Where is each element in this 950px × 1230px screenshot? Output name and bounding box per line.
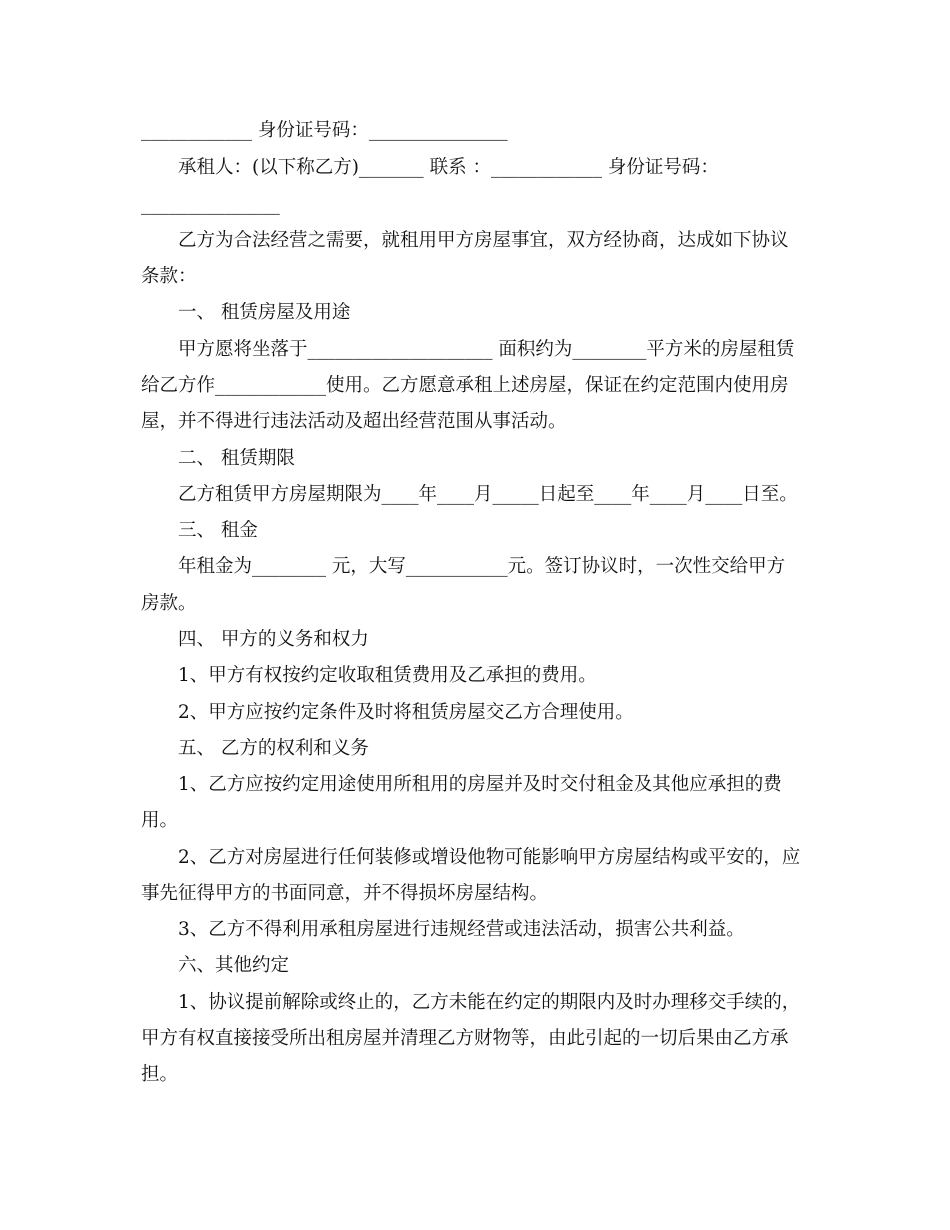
clause-text: 给乙方作____________使用。乙方愿意承租上述房屋，保证在约定范围内使用房 (141, 375, 789, 396)
clause-item: 3、乙方不得利用承租房屋进行违规经营或违法活动，损害公共利益。 (178, 919, 745, 940)
section-heading-5: 五、 乙方的权利和义务 (178, 738, 369, 759)
lessee-id-blank: _______________ (141, 194, 280, 215)
clause-item-cont: 甲方有权直接接受所出租房屋并清理乙方财物等，由此引起的一切后果由乙方承 (141, 1028, 789, 1049)
clause-text: 房款。 (141, 593, 197, 614)
preamble-line: 乙方为合法经营之需要，就租用甲方房屋事宜，双方经协商，达成如下协议 (178, 230, 789, 251)
clause-item: 2、甲方应按约定条件及时将租赁房屋交乙方合理使用。 (178, 702, 634, 723)
clause-item: 1、乙方应按约定用途使用所租用的房屋并及时交付租金及其他应承担的费 (178, 774, 782, 795)
clause-item: 1、甲方有权按约定收取租赁费用及乙承担的费用。 (178, 665, 597, 686)
lessee-line: 承租人：(以下称乙方)_______ 联系 ：____________ 身份证号码： (178, 157, 719, 178)
clause-item: 1、协议提前解除或终止的，乙方未能在约定的期限内及时办理移交手续的， (178, 992, 801, 1013)
clause-item-cont: 用。 (141, 810, 179, 831)
clause-item: 2、乙方对房屋进行任何装修或增设他物可能影响甲方房屋结构或平安的，应 (178, 847, 801, 868)
preamble-cont: 条款： (141, 266, 197, 287)
section-heading-1: 一、 租赁房屋及用途 (178, 302, 351, 323)
clause-text: 屋，并不得进行违法活动及超出经营范围从事活动。 (141, 411, 567, 432)
section-heading-6: 六、其他约定 (178, 955, 290, 976)
section-heading-2: 二、 租赁期限 (178, 448, 295, 469)
clause-text: 乙方租赁甲方房屋期限为____年____月_____日起至____年____月____日至。 (178, 484, 798, 505)
id-number-line: ____________ 身份证号码：_______________ (141, 120, 508, 141)
section-heading-3: 三、 租金 (178, 520, 258, 541)
clause-text: 年租金为________ 元，大写___________元。签订协议时，一次性交给甲方 (178, 556, 786, 577)
clause-text: 甲方愿将坐落于____________________ 面积约为________平方米的房屋租赁 (178, 339, 795, 360)
clause-item-cont: 担。 (141, 1064, 179, 1085)
clause-item-cont: 事先征得甲方的书面同意，并不得损坏房屋结构。 (141, 883, 549, 904)
section-heading-4: 四、 甲方的义务和权力 (178, 629, 369, 650)
